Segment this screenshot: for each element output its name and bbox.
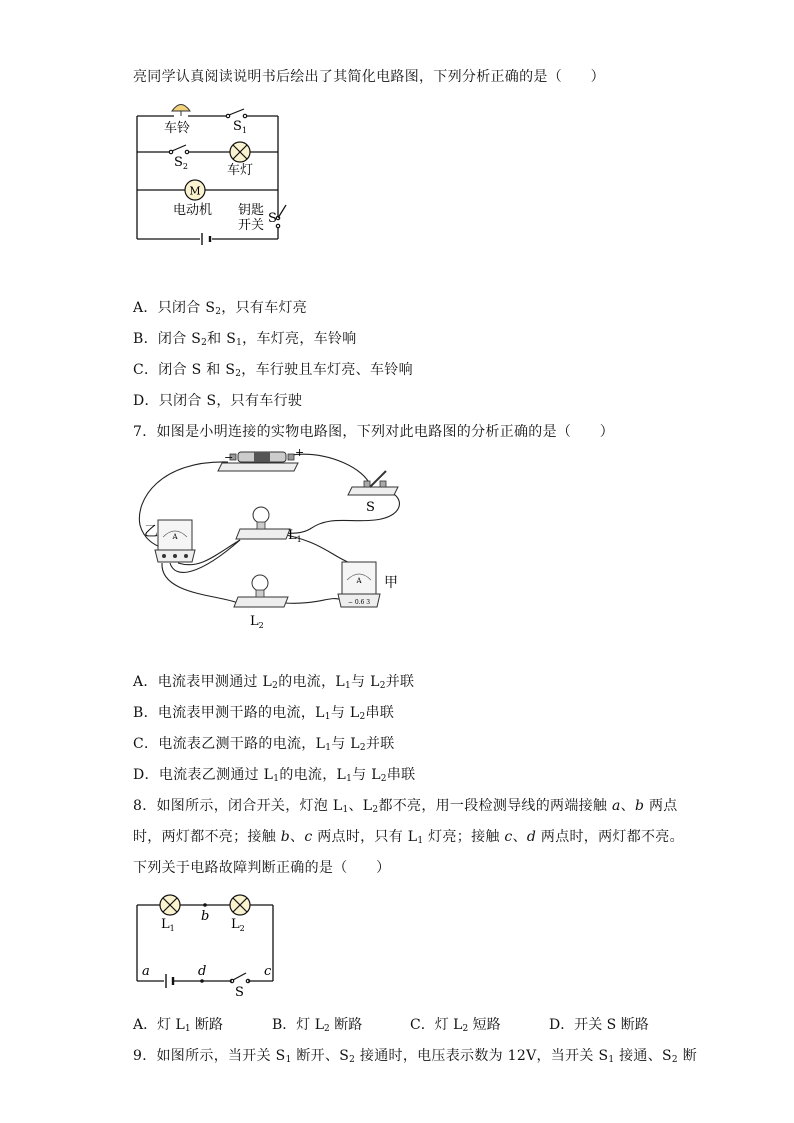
ammeter-yi-label: 乙: [144, 524, 158, 540]
ammeter-jia-label: 甲: [384, 575, 398, 591]
q7-option-b[interactable]: B．电流表甲测干路的电流，$L_1$与 $L_2$串联: [133, 705, 395, 722]
switch-s1-icon: [226, 109, 246, 118]
lamp-l2-symbol-icon: [230, 895, 250, 915]
lamp-l2-icon: [234, 575, 288, 607]
lamp-icon: [230, 142, 250, 162]
bell-label: 车铃: [164, 121, 191, 136]
lamp-l1-icon: [236, 507, 290, 539]
lamp-l2-label: $L_2$: [250, 614, 264, 630]
q6-stem: 亮同学认真阅读说明书后绘出了其简化电路图，下列分析正确的是（ ）: [133, 69, 605, 85]
q6-option-c[interactable]: C．闭合 S 和 $S_2$，车行驶且车灯亮、车铃响: [133, 362, 413, 379]
point-a-label: a: [142, 964, 150, 979]
q8-option-c[interactable]: C．灯 $L_2$ 短路: [410, 1017, 501, 1034]
q8-stem-line-2: 时，两灯都不亮；接触 b、c 两点时，只有 $L_1$ 灯亮；接触 c、d 两点时，两灯都不亮。: [133, 829, 684, 846]
q6-option-a[interactable]: A．只闭合 $S_2$，只有车灯亮: [133, 300, 308, 317]
q6-option-d[interactable]: D．只闭合 S，只有车行驶: [133, 393, 303, 409]
switch-s-label: S: [366, 500, 375, 515]
battery-symbol-icon: [166, 974, 173, 988]
q7-physical-circuit-diagram: [130, 445, 420, 635]
q9-stem: 9．如图所示，当开关 $S_1$ 断开、$S_2$ 接通时，电压表示数为 12V，当开关 $S_1$ 接通、$S_2$ 断: [133, 1048, 698, 1065]
point-d-dot: [200, 979, 204, 983]
lamp-label: 车灯: [227, 163, 254, 178]
point-b-label: b: [201, 909, 210, 924]
ammeter-jia-scale: A: [356, 577, 362, 585]
q8-option-a[interactable]: A．灯 $L_1$ 断路: [133, 1017, 224, 1034]
point-c-label: c: [264, 964, 272, 979]
point-b-dot: [203, 903, 207, 907]
q6-circuit-diagram: [130, 95, 290, 250]
key-switch-s-label: S: [268, 211, 277, 226]
s1-label: $S_1$: [233, 119, 247, 135]
svg-text:M: M: [189, 184, 201, 198]
battery-icon: [202, 233, 210, 245]
q7-stem: 7．如图是小明连接的实物电路图，下列对此电路图的分析正确的是（ ）: [133, 424, 615, 440]
battery-minus-label: −: [224, 451, 234, 464]
s2-label: $S_2$: [174, 155, 188, 171]
q7-option-c[interactable]: C．电流表乙测干路的电流，$L_1$与 $L_2$并联: [133, 736, 395, 753]
lamp-l1-symbol-icon: [160, 895, 180, 915]
q8-circuit-diagram: [130, 890, 290, 1002]
bell-icon: [172, 105, 190, 117]
key-switch-label-1: 钥匙: [238, 203, 265, 218]
q7-option-a[interactable]: A．电流表甲测通过 $L_2$的电流，$L_1$与 $L_2$并联: [133, 674, 415, 691]
q7-option-d[interactable]: D．电流表乙测通过 $L_1$的电流，$L_1$与 $L_2$串联: [133, 767, 416, 784]
q8-stem-line-1: 8．如图所示，闭合开关，灯泡 $L_1$、$L_2$都不亮，用一段检测导线的两端接触 a、b 两点: [133, 798, 678, 815]
key-switch-label-2: 开关: [238, 218, 265, 233]
motor-icon: [185, 180, 205, 200]
switch-s-label: S: [235, 985, 244, 1000]
q6-option-b[interactable]: B．闭合 $S_2$和 $S_1$，车灯亮，车铃响: [133, 331, 357, 348]
point-d-label: d: [198, 964, 207, 979]
q8-option-d[interactable]: D．开关 S 断路: [549, 1017, 649, 1033]
motor-label: 电动机: [173, 203, 213, 218]
switch-s2-icon: [169, 145, 188, 154]
l1-label: $L_1$: [161, 917, 175, 933]
q8-stem-line-3: 下列关于电路故障判断正确的是（ ）: [133, 860, 391, 876]
switch-symbol-icon: [230, 973, 249, 983]
ammeter-jia-terminals: − 0.6 3: [347, 599, 371, 606]
ammeter-yi-scale: A: [172, 533, 178, 541]
q8-option-b[interactable]: B．灯 $L_2$ 断路: [272, 1017, 363, 1034]
battery-plus-label: +: [295, 446, 305, 459]
ammeter-yi-icon: [155, 520, 195, 562]
lamp-l1-label: $L_1$: [288, 528, 302, 544]
l2-label: $L_2$: [231, 917, 245, 933]
knife-switch-icon: [348, 471, 398, 495]
